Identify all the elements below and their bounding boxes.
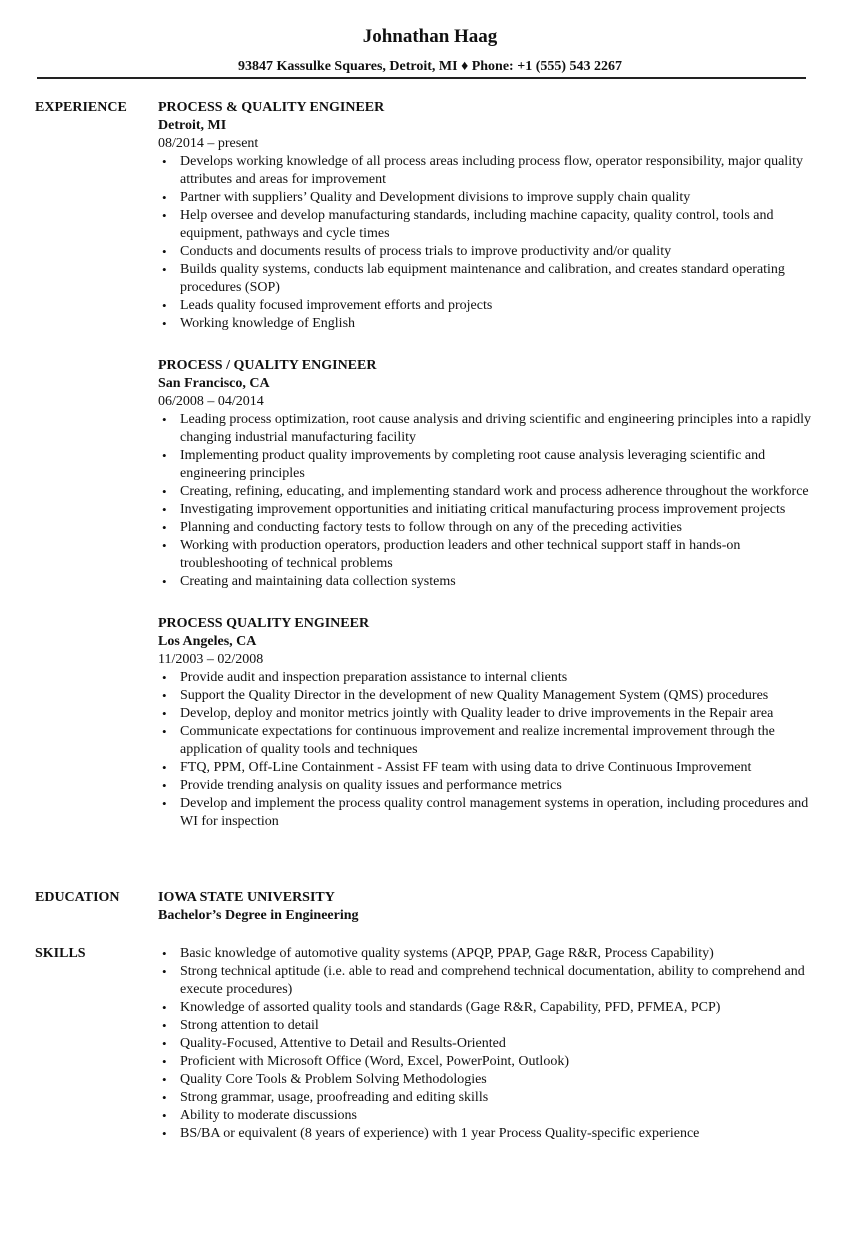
- bullet-item: • Investigating improvement opportunities and initiating critical manufacturing process improvement projects: [162, 502, 786, 517]
- bullet-item: • FTQ, PPM, Off-Line Containment - Assist FF team with using data to drive Continuous Improvement: [162, 760, 752, 775]
- job-entry: [158, 615, 818, 831]
- section-label-experience: EXPERIENCE: [35, 100, 127, 115]
- job-bullets: [158, 669, 818, 831]
- bullet-item: • Develop, deploy and monitor metrics jointly with Quality leader to drive improvements in the Repair area: [162, 706, 774, 721]
- job-bullets: [158, 153, 818, 333]
- bullet-item: • Strong technical aptitude (i.e. able to read and comprehend technical documentation, ability to comprehend and execute procedures): [162, 964, 805, 997]
- education-content: [158, 889, 818, 925]
- job-bullets: [158, 411, 818, 591]
- skills-content: [158, 945, 818, 1143]
- bullet-item: • Help oversee and develop manufacturing standards, including machine capacity, quality control, tools and equipment, pathways and cycle times: [162, 208, 774, 241]
- bullet-item: • Develops working knowledge of all process areas including process flow, operator responsibility, major quality attributes and areas for improvement: [162, 154, 803, 187]
- job-location: Los Angeles, CA: [158, 634, 257, 649]
- bullet-item: • Partner with suppliers’ Quality and Development divisions to improve supply chain quality: [162, 190, 691, 205]
- bullet-item: • Provide audit and inspection preparation assistance to internal clients: [162, 670, 568, 685]
- bullet-item: • Planning and conducting factory tests to follow through on any of the preceding activities: [162, 520, 682, 535]
- school-name: IOWA STATE UNIVERSITY: [158, 890, 335, 905]
- contact-line: 93847 Kassulke Squares, Detroit, MI ♦ Phone: +1 (555) 543 2267: [237, 59, 623, 74]
- job-title: PROCESS & QUALITY ENGINEER: [158, 100, 385, 115]
- bullet-item: • Conducts and documents results of process trials to improve productivity and/or quality: [162, 244, 672, 259]
- bullet-item: • Support the Quality Director in the development of new Quality Management System (QMS) procedures: [162, 688, 769, 703]
- bullet-item: • BS/BA or equivalent (8 years of experience) with 1 year Process Quality-specific experience: [162, 1126, 700, 1141]
- section-label-education: EDUCATION: [35, 890, 120, 905]
- bullet-item: • Leads quality focused improvement efforts and projects: [162, 298, 493, 313]
- candidate-name: Johnathan Haag: [362, 26, 498, 47]
- bullet-item: • Strong grammar, usage, proofreading and editing skills: [162, 1090, 489, 1105]
- bullet-item: • Creating, refining, educating, and implementing standard work and process adherence throughout the workforce: [162, 484, 809, 499]
- job-location: San Francisco, CA: [158, 376, 270, 391]
- skills-bullets: [158, 945, 818, 1143]
- header-divider: [37, 77, 806, 79]
- bullet-item: • Working knowledge of English: [162, 316, 356, 331]
- job-dates: 06/2008 – 04/2014: [158, 394, 264, 409]
- job-entry: [158, 357, 818, 591]
- bullet-item: • Implementing product quality improvements by completing root cause analysis leveraging scientific and engineering principles: [162, 448, 766, 481]
- bullet-item: • Ability to moderate discussions: [162, 1108, 357, 1123]
- job-title: PROCESS / QUALITY ENGINEER: [158, 358, 377, 373]
- job-location: Detroit, MI: [158, 118, 227, 133]
- bullet-item: • Creating and maintaining data collection systems: [162, 574, 456, 589]
- job-dates: 11/2003 – 02/2008: [158, 652, 264, 667]
- bullet-item: • Leading process optimization, root cause analysis and driving scientific and engineering principles into a rapidly changing industrial manufacturing facility: [162, 412, 811, 445]
- bullet-item: • Proficient with Microsoft Office (Word, Excel, PowerPoint, Outlook): [162, 1054, 569, 1069]
- experience-content: [158, 99, 818, 831]
- job-dates: 08/2014 – present: [158, 136, 259, 151]
- degree-name: Bachelor’s Degree in Engineering: [158, 908, 359, 923]
- bullet-item: • Provide trending analysis on quality issues and performance metrics: [162, 778, 562, 793]
- bullet-item: • Strong attention to detail: [162, 1018, 319, 1033]
- bullet-item: • Working with production operators, production leaders and other technical support staff in hands-on troubleshooting of technical problems: [162, 538, 741, 571]
- bullet-item: • Quality-Focused, Attentive to Detail and Results-Oriented: [162, 1036, 506, 1051]
- bullet-item: • Basic knowledge of automotive quality systems (APQP, PPAP, Gage R&R, Process Capability): [162, 946, 714, 961]
- job-entry: [158, 99, 818, 333]
- bullet-item: • Quality Core Tools & Problem Solving Methodologies: [162, 1072, 487, 1087]
- bullet-item: • Communicate expectations for continuous improvement and realize incremental improvement through the application of quality tools and techniques: [162, 724, 775, 757]
- bullet-item: • Knowledge of assorted quality tools and standards (Gage R&R, Capability, PFD, PFMEA, PCP): [162, 1000, 721, 1015]
- bullet-item: • Develop and implement the process quality control management systems in operation, including procedures and WI for inspection: [162, 796, 809, 829]
- section-label-skills: SKILLS: [35, 946, 86, 961]
- bullet-item: • Builds quality systems, conducts lab equipment maintenance and calibration, and creates standard operating procedures (SOP): [162, 262, 785, 295]
- job-title: PROCESS QUALITY ENGINEER: [158, 616, 370, 631]
